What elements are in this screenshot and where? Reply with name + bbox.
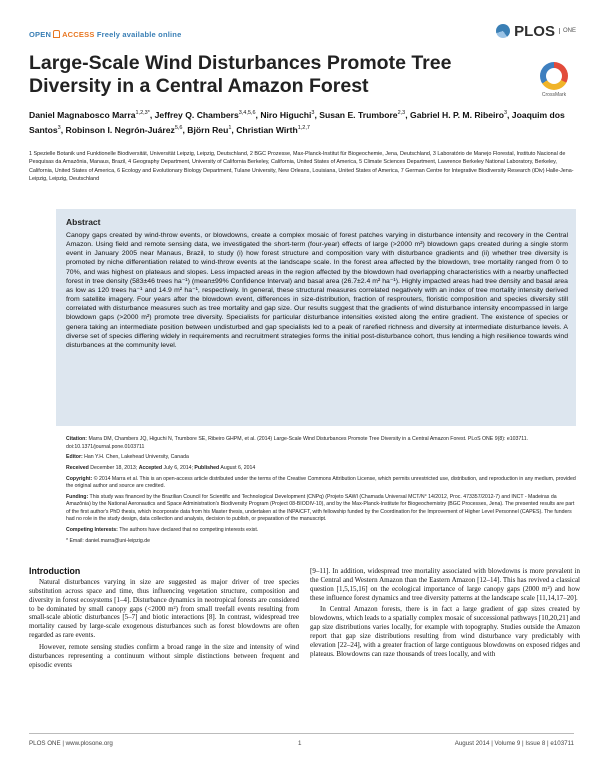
open-access-access-text: ACCESS [62, 30, 95, 39]
affiliations: 1 Spezielle Botanik und Funktionelle Biodiversität, Universität Leipzig, Leipzig, Deutschland, 2 BGC Prozesse, Max-Planck-Institut für Biogeochemie, Jena, Deutschland, 3 Laboratório de Manejo Florestal, Instituto Nacional de Pesquisas da Amazônia, Manaus, Brazil, 4 Geography Department, University of California Berkeley, California, United States of America, 5 Climate Sciences Department, Lawrence Berkeley National Laboratory, Berkeley, California, United States of America, 6 Ecology and Evolutionary Biology Department, Tulane University, New Orleans, Louisiana, United States of America, 7 German Centre for Integrative Biodiversity Research (iDiv) Halle-Jena-Leipzig, Leipzig, Deutschland [29, 151, 574, 183]
open-access-open-text: OPEN [29, 30, 52, 39]
email-line[interactable]: * Email: daniel.marra@uni-leipzig.de [66, 537, 150, 544]
introduction-heading: Introduction [29, 566, 81, 576]
competing-interests-label: Competing Interests: [66, 526, 118, 533]
received-date: December 18, 2013; [90, 464, 138, 471]
plos-swoosh-icon [496, 24, 510, 38]
author [410, 110, 507, 120]
author [66, 125, 183, 135]
author-affiliation-marker: 3,4,5,6 [238, 110, 256, 116]
citation-line [66, 436, 576, 451]
competing-interests-text: The authors have declared that no competing interests exist. [119, 526, 259, 533]
copyright-label: Copyright: [66, 475, 93, 482]
dates-line [66, 465, 576, 473]
author-name: Joaquim dos Santos [29, 109, 565, 136]
footer-journal-url[interactable]: PLOS ONE | www.plosone.org [29, 740, 113, 747]
article-metadata [66, 436, 576, 548]
intro-column-left [29, 578, 299, 672]
intro-paragraph: [9–11]. In addition, widespread tree mortality associated with blowdowns is more prevalent in the Central and Western Amazon than the Eastern Amazon [12–14]. This has revived a classical question [1,5,15,16] on the ecological importance of large canopy gaps (2000 m²) and how these influence forest dynamics and tree diversity patterns at the landscape scale [11,14,17–20]. [310, 567, 580, 602]
author-name: Björn Reu [187, 125, 229, 136]
author-affiliation-marker: 3 [311, 110, 315, 116]
author-affiliation-marker: 1,2,3* [135, 110, 150, 116]
author-name: Susan E. Trumbore [319, 109, 398, 120]
editor-label: Editor: [66, 454, 83, 461]
funding-text: This study was financed by the Brazilian Council for Scientific and Technological Development (CNPq) (Projeto SAWI (Chamada Universal MCT/N° 14/2012, Proc. 473357/2012-7) and INCT - Madeiras da Amazônia) by the National Aeronautics and Space Administration's Biodiversity Program (Project 08-BIODIV-10), and by the Max-Planck-Institute for Biogeochemistry (BGC Processes, Jena). The presented results are part of the first author's PhD thesis, which incorporate data from his Master thesis, undertaken at the INPA/CFT, with fellowship funded by the Coordination for the Improvement of Higher Level Personnel (CAPES). The funders had no role in the study design, data collection and analysis, decision to publish, or preparation of the manuscript. [66, 493, 575, 523]
received-label: Received [66, 464, 89, 471]
author-affiliation-marker: 5,6 [174, 125, 183, 132]
footer-divider [29, 733, 574, 734]
abstract-heading: Abstract [66, 217, 101, 227]
freely-available-text: Freely available online [96, 30, 182, 39]
editor-text: Han Y.H. Chen, Lakehead University, Canada [84, 454, 189, 461]
copyright-line [66, 476, 576, 491]
funding-label: Funding: [66, 493, 89, 500]
footer-issue-info: August 2014 | Volume 9 | Issue 8 | e103711 [454, 740, 574, 747]
author-name: Robinson I. Negrón-Juárez [65, 125, 175, 136]
author-affiliation-marker: 2,3 [397, 110, 406, 116]
author-affiliation-marker: 1 [228, 125, 232, 132]
author-name: Daniel Magnabosco Marra [29, 109, 136, 120]
intro-paragraph: However, remote sensing studies confirm a broad range in the size and intensity of wind disturbances representing a continuum without simple distinctions between frequent and episodic events [29, 642, 299, 669]
author-affiliation-marker: 1,2,7 [297, 125, 310, 132]
author [319, 110, 405, 120]
accepted-label: Accepted [138, 464, 163, 471]
accepted-date: July 6, 2014; [163, 464, 193, 471]
page-number: 1 [298, 740, 302, 747]
author [260, 110, 314, 120]
author-affiliation-marker: 3 [503, 110, 508, 116]
funding-line [66, 494, 576, 524]
abstract-text: Canopy gaps created by wind-throw events, or blowdowns, create a complex mosaic of forest patches varying in disturbance intensity and recovery in the Central Amazon. Using field and remote sensing data, we investigated the short-term (four-year) effects of large (>2000 m²) blowdown gaps created during a single storm event in January 2005 near Manaus, Brazil, to study (i) how forest structure and composition vary with disturbance gradients and (ii) whether tree diversity is promoted by niche differentiation related to wind-throw events at the landscape scale. In the forest area affected by the blowdown, tree mortality ranged from 0 to 70%, and was highest on plateaus and slopes. Less impacted areas in the region affected by the blowdown had overlapping characteristics with a nearby unaffected forest in tree density (583±46 trees ha⁻¹) (mean±99% Confidence Interval) and basal area (26.7±2.4 m² ha⁻¹). Highly impacted areas had tree density and basal area as low as 120 trees ha⁻¹ and 14.9 m² ha⁻¹, respectively. In general, these structural measures correlated negatively with an index of tree mortality intensity derived from satellite imagery. Four years after the blowdown event, differences in size-distribution, fraction of resprouters, floristic composition and species diversity still correlated with disturbance measures such as tree mortality and gap size. Our results suggest that the gradients of wind disturbance intensity encompassed in large blowdown gaps (>2000 m²) promote tree diversity. Specialists for particular disturbance intensities existed along the entire gradient. The existence of species or genera taking an intermediate position between undisturbed and gap specialists led to a peak of rarefied richness and diversity at intermediate disturbance levels. A diverse set of species differing widely in requirements and recruitment strategies forms the initial post-disturbance cohort, thus lending a high resilience towards wind disturbances at the community level. [66, 232, 568, 349]
author-name: Niro Higuchi [260, 109, 312, 120]
intro-paragraph: In Central Amazon forests, there is in fact a large gradient of gap sizes created by blowdowns, which leads to a spatially complex mosaic of successional pathways [10,20,21] and gap size distributions varies locally, for example with topography. Studies outside the Amazon report that gap size distributions resulting from wind disturbance vary predictably with elevation [22–24], with a greater fraction of large contiguous blowdowns on exposed ridges and plateaus. Blowdowns can raze thousands of trees locally, and with [310, 605, 580, 658]
editor-line [66, 454, 576, 462]
citation-label: Citation: [66, 436, 88, 442]
author-name: Jeffrey Q. Chambers [154, 109, 239, 120]
intro-column-right [310, 567, 580, 661]
plos-one-logo[interactable] [496, 22, 576, 40]
competing-interests-line [66, 527, 576, 535]
published-date: August 6, 2014 [220, 464, 256, 471]
journal-name: ONE [559, 28, 576, 34]
author-name: Gabriel H. P. M. Ribeiro [410, 109, 504, 120]
author-name: Christian Wirth [236, 125, 298, 136]
crossmark-label: CrossMark [541, 92, 567, 98]
author [155, 110, 256, 120]
open-access-badge [29, 30, 181, 39]
author [29, 110, 150, 120]
unlocked-padlock-icon [53, 30, 60, 38]
copyright-text: © 2014 Marra et al. This is an open-access article distributed under the terms of the Creative Commons Attribution License, which permits unrestricted use, distribution, and reproduction in any medium, provided the original author and source are credited. [66, 475, 576, 490]
published-label: Published [194, 464, 220, 471]
crossmark-badge[interactable] [532, 62, 576, 98]
intro-paragraph: Natural disturbances varying in size are suggested as major driver of tree species substitution across space and time, thus influencing vegetation structure, composition and diversity in forest ecosystems [1–4]. Disturbance dynamics in neotropical forests are considered to be dominated by small canopy gaps (<2000 m²) from small treefall events resulting from small-scale abiotic disturbances [5–7] and biotic interactions [8]. In contrast, widespread tree mortality caused by large-scale exogenous disturbances such as forest blowdowns are often regarded as rare events. [29, 578, 299, 640]
author-affiliation-marker: 3 [57, 125, 61, 132]
author [187, 125, 231, 135]
citation-text: Marra DM, Chambers JQ, Higuchi N, Trumbore SE, Ribeiro GHPM, et al. (2014) Large-Scale Wind Disturbances Promote Tree Diversity in a Central Amazon Forest. PLoS ONE 9(8): e103711. doi:10.1371/journal.pone.0103711 [66, 436, 529, 450]
author [236, 125, 310, 135]
article-title: Large-Scale Wind Disturbances Promote Tree Diversity in a Central Amazon Forest [29, 52, 452, 97]
crossmark-icon [540, 62, 568, 90]
author-list: Daniel Magnabosco Marra$^{1,2,3*}$, Jeffrey Q. Chambers$^{3,4,5,6}$, Niro Higuchi$^3$, Susan E. Trumbore$^{2,3}$, Gabriel H. P. M. Ribeiro$^3$, Joaquim dos Santos$^3$, Robinson I. Negrón-Juárez$^{5,6}$, Björn Reu$^1$, Christian Wirth$^{1,2,7}$ [29, 109, 565, 136]
plos-wordmark: PLOS [514, 22, 555, 40]
